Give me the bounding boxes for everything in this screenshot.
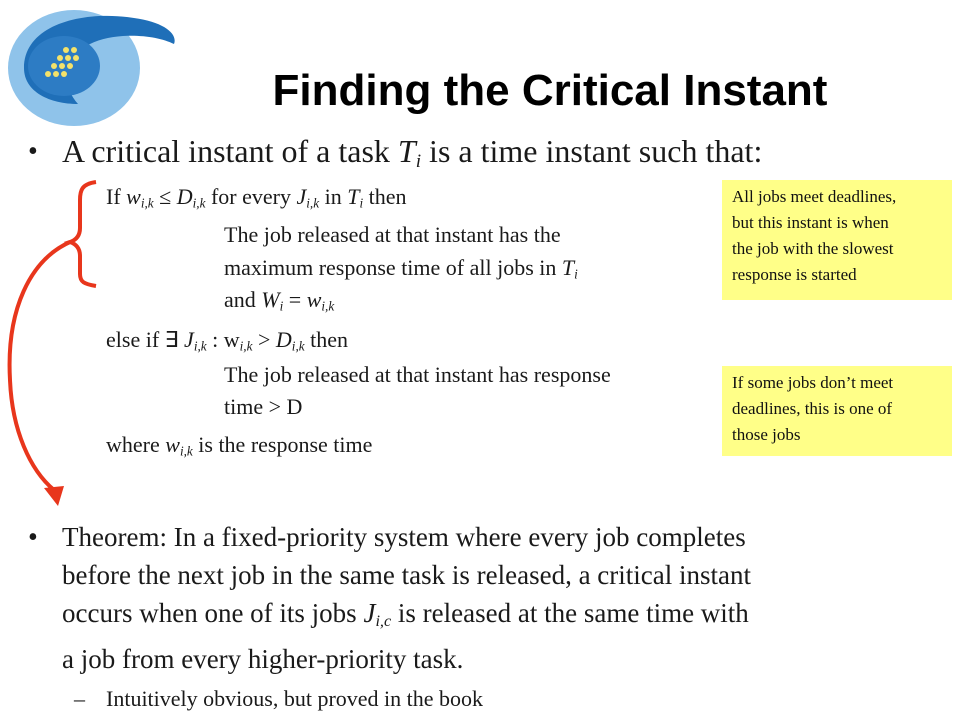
then-line-2: maximum response time of all jobs in $T_i$	[224, 255, 578, 282]
if-condition-line: If $w_{i,k} \le D_{i,k}$ for every $J_{i,k}$ in $T_i$ then	[106, 184, 407, 211]
page-title: Finding the Critical Instant	[272, 66, 828, 115]
where-line: where $w_{i,k}$ is the response time	[106, 432, 373, 459]
bullet-critical-instant: A critical instant of a task $T_i$ is a time instant such that:	[62, 133, 763, 172]
else-if-line: else if ∃ $J_{i,k}$ : $w_{i,k} > D_{i,k}$ then	[106, 327, 348, 354]
dash-item-intuitive: Intuitively obvious, but proved in the book	[106, 686, 484, 711]
else-then-line-1: The job released at that instant has response	[224, 362, 611, 387]
theorem-paragraph: Theorem: In a fixed-priority system where every job completes before the next job in the same task is released, a critical instant occurs when one of its jobs $J_{i,c}$ is released at the same time with a job from every higher-priority task.	[62, 522, 752, 675]
red-bracket-arrow	[0, 170, 110, 520]
bullet-marker: •	[28, 136, 38, 167]
note-all-jobs-meet: All jobs meet deadlines, but this instant is when the job with the slowest response is started	[722, 180, 952, 300]
note-some-jobs-miss: If some jobs don’t meet deadlines, this is one of those jobs	[722, 366, 952, 456]
else-then-line-2: time > D	[224, 394, 303, 419]
dash-marker: –	[74, 686, 85, 711]
then-line-1: The job released at that instant has the	[224, 222, 561, 247]
bullet-marker: •	[28, 522, 38, 553]
then-line-3: and $W_i = w_{i,k}$	[224, 287, 335, 314]
